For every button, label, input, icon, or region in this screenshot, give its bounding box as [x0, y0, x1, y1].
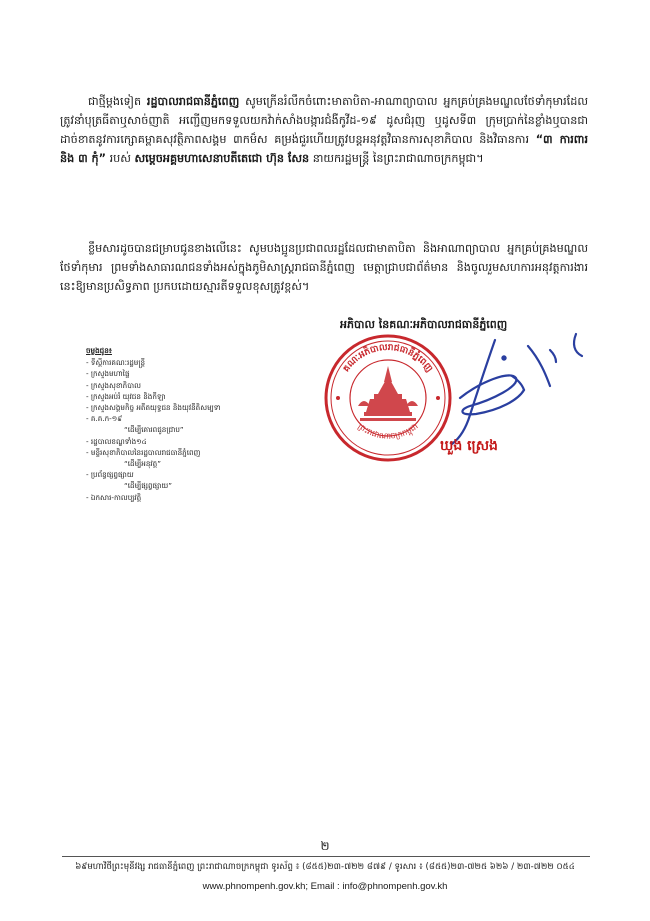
cc-item: - ក្រសួងសុខាភិបាល: [86, 380, 141, 390]
paragraph-1-part-4: នាយករដ្ឋមន្ត្រី នៃព្រះរាជាណាចក្រកម្ពុជា។: [312, 152, 484, 165]
footer-web-email: www.phnompenh.gov.kh; Email : info@phnompenh.gov.kh: [202, 881, 448, 892]
page-number: ២: [320, 839, 330, 853]
paragraph-1-bold-3: សម្តេចអគ្គមហាសេនាបតីតេជោ ហ៊ុន សែន: [134, 152, 310, 165]
cc-item: - ឯកសារ-កាលប្បវត្តិ: [86, 492, 142, 502]
cc-item: - ក្រសួងអប់រំ យុវជន និងកីឡា: [86, 391, 166, 401]
cc-list: [86, 345, 316, 503]
paragraph-2: ខ្លឹមសារដូចបានជម្រាបជូនខាងលើនេះ សូមបងប្អូនប្រជាពលរដ្ឋដែលជាមាតាបិតា និងអាណាព្យាបាល អ្នកគ្រប់គ្រងមណ្ឌលថែទាំកុមារ ព្រមទាំងសាធារណជនទាំងអស់ក្នុងភូមិសាស្ត្ររាជធានីភ្នំពេញ មេត្តាជ្រាបជាព័ត៌មាន និងចូលរួមសហការអនុវត្តការងារនេះឱ្យមានប្រសិទ្ធភាព ប្រកបដោយស្មារតីទទួលខុសត្រូវខ្ពស់។: [60, 242, 588, 293]
paragraph-1-part-2: សូមក្រើនរំលឹកចំពោះមាតាបិតា-អាណាព្យាបាល អ្នកគ្រប់គ្រងមណ្ឌលថែទាំកុមារដែលត្រូវនាំបុត្រធីតាឬសាច់ញាតិ អញ្ជើញមកទទួលយកវ៉ាក់សាំងបង្ការជំងឺកូវីដ-១៩ ដូសជំរុញ ឬដូសទី៣ ក្រុមប្រាក់នៃខ្លាំងឬបានជាដាច់ខាតនូវការក្សោគម្ពាគសុវត្ថិភាពសង្គម ៣កម៏ស គម្រង់ជួរហើយត្រូវបន្តអនុវត្តវិធានការសុខាភិបាល និងវិធានការ: [60, 95, 588, 146]
stamp-text-top: គណៈអភិបាលរាជធានីភ្នំពេញ: [341, 342, 435, 375]
footer-divider: [62, 856, 590, 857]
cc-item: - ទីស្តីការគណៈរដ្ឋមន្ត្រី: [86, 358, 146, 368]
signatory-name: ឃួង ស្រេង: [440, 438, 498, 454]
cc-item: - ប្រព័ន្ធផ្សព្វផ្សាយ: [86, 470, 134, 480]
paragraph-1-part-1: ជាថ្មីម្តងទៀត: [88, 95, 142, 108]
footer-address: ៦៩មហាវិថីព្រះមុនីវង្ស រាជធានីភ្នំពេញ ព្រះរាជាណាចក្រកម្ពុជា ទូរស័ព្ទ ៖ (៨៥៥)២៣-៧២២ ៨៧៩ / ទូរសារ ៖ (៨៥៥)២៣-៧២៥ ៦២៦ / ២៣-៧២២ ០៥៤: [75, 862, 575, 872]
paragraph-1-part-3: របស់: [109, 152, 131, 165]
handwritten-signature: [400, 320, 600, 460]
cc-item: - គ.គ.ក-១៩: [86, 414, 123, 424]
cc-item: - មន្ទីរសុខាភិបាលនៃរដ្ឋបាលរាជធានីភ្នំពេញ: [86, 447, 201, 457]
paragraph-1: [60, 92, 588, 168]
cc-heading: ចម្លងជូន៖: [86, 346, 112, 355]
stamp-text-bottom: ព្រះរាជាណាចក្រកម្ពុជា: [356, 421, 420, 441]
paragraph-1-bold-2: “៣ ការពារ និង ៣ កុំ”: [60, 133, 589, 165]
cc-purpose: “ដើម្បីគោរពជូនជ្រាប”: [124, 425, 184, 435]
cc-item: - ក្រសួងមហាផ្ទៃ: [86, 369, 130, 379]
cc-item: - ក្រសួងសង្គមកិច្ច អតីតយុទ្ធជន និងយុវនីតិសម្បទា: [86, 403, 221, 413]
cc-purpose: “ដើម្បីផ្សព្វផ្សាយ”: [124, 481, 172, 491]
cc-item: - រដ្ឋបាលខណ្ឌទាំង១៤: [86, 436, 147, 446]
signatory-title: អភិបាល នៃគណៈអភិបាលរាជធានីភ្នំពេញ: [340, 318, 508, 331]
paragraph-1-bold-1: រដ្ឋបាលរាជធានីភ្នំពេញ: [146, 95, 240, 108]
cc-purpose: “ដើម្បីអនុវត្ត”: [124, 459, 161, 469]
